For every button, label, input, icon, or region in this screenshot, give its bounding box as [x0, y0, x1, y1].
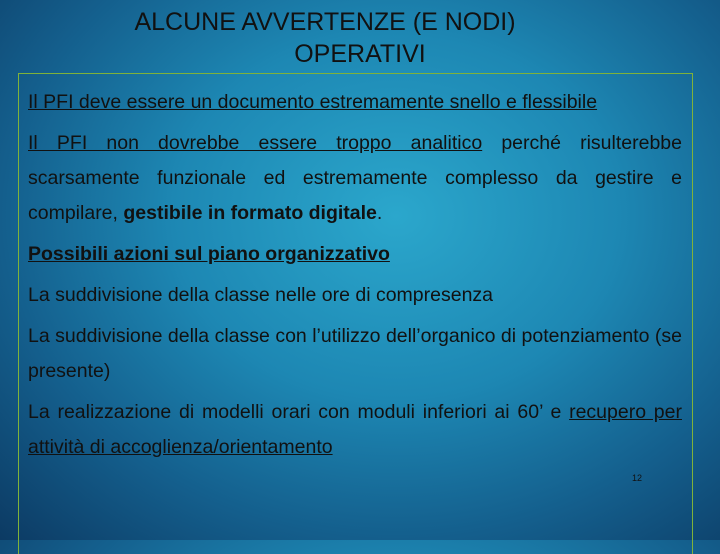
- section-heading-azioni: Possibili azioni sul piano organizzativo: [28, 243, 390, 265]
- page-number: 12: [632, 473, 643, 483]
- title-line-2: OPERATIVI: [294, 40, 426, 68]
- modelli-orari-underlined: recupero per attività di accoglienza/orientamento: [28, 401, 682, 458]
- paragraph-compresenza: La suddivisione della classe nelle ore di compresenza: [28, 284, 494, 306]
- modelli-orari-text: La realizzazione di modelli orari con moduli inferiori ai 60’ e: [28, 401, 570, 423]
- paragraph-potenziamento: La suddivisione della classe con l’utilizzo dell’organico di potenziamento (se presente): [28, 325, 682, 382]
- paragraph-pfi-snello: Il PFI deve essere un documento estremamente snello e flessibile: [28, 91, 598, 113]
- pfi-analitico-end: .: [376, 202, 383, 224]
- pfi-analitico-bold: gestibile in formato digitale: [123, 202, 377, 224]
- paragraph-modelli-orari: [28, 395, 682, 465]
- slide-body: [28, 85, 682, 465]
- paragraph-pfi-analitico: [28, 126, 682, 231]
- pfi-analitico-text: perché risulterebbe scarsamente funzionale ed estremamente complesso da gestire e compilare,: [28, 132, 682, 224]
- title-line-1: ALCUNE AVVERTENZE (E NODI): [134, 8, 516, 36]
- slide-title: [0, 6, 720, 70]
- pfi-analitico-underlined: Il PFI non dovrebbe essere troppo analitico: [28, 132, 483, 154]
